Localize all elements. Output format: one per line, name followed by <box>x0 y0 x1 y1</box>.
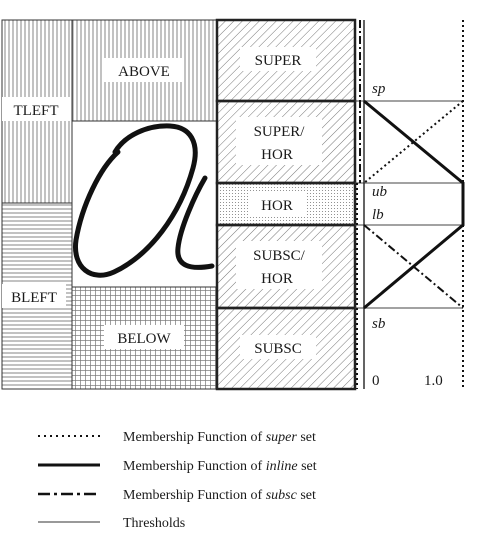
subsc-hor-label-line2: HOR <box>261 271 293 287</box>
legend-thresholds-text: Thresholds <box>123 516 186 531</box>
threshold-lines <box>355 101 463 308</box>
super-label: SUPER <box>254 53 302 69</box>
axis-one-label: 1.0 <box>424 373 443 389</box>
super-hor-label-line2: HOR <box>261 147 293 163</box>
threshold-sp-label: sp <box>372 81 386 97</box>
axis-zero-label: 0 <box>372 373 380 389</box>
legend-inline-text: Membership Function of inline set <box>123 459 317 474</box>
above-label: ABOVE <box>118 64 170 80</box>
threshold-sb-label: sb <box>372 316 386 332</box>
subsc-label: SUBSC <box>254 341 302 357</box>
legend-super-text: Membership Function of super set <box>123 430 316 445</box>
hor-label: HOR <box>261 198 293 214</box>
inline-membership-curve <box>364 101 463 308</box>
below-label: BELOW <box>117 331 171 347</box>
threshold-ub-label: ub <box>372 184 387 200</box>
threshold-lb-label: lb <box>372 207 384 223</box>
legend <box>38 430 317 531</box>
legend-subsc-text: Membership Function of subsc set <box>123 488 316 503</box>
subsc-hor-label-line1: SUBSC/ <box>253 248 305 264</box>
bleft-label: BLEFT <box>11 290 57 306</box>
super-hor-label-line1: SUPER/ <box>253 124 305 140</box>
tleft-label: TLEFT <box>13 103 59 119</box>
